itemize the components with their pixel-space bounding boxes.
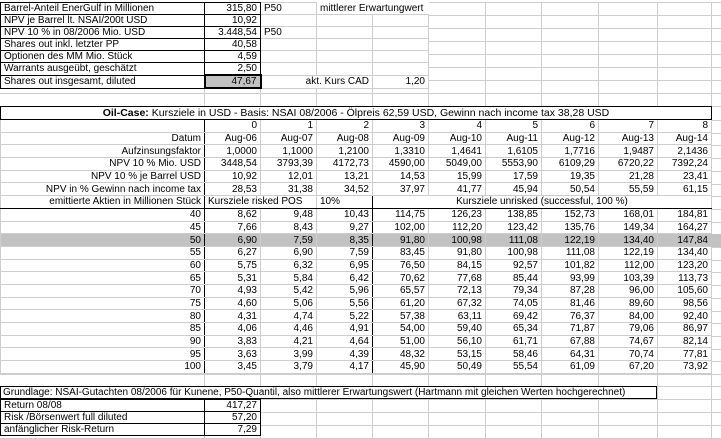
year-index-cell[interactable]: 3 bbox=[373, 120, 429, 133]
info-value-cell[interactable]: 21,28 bbox=[599, 170, 658, 183]
unrisked-target-cell[interactable]: 72,13 bbox=[429, 284, 486, 297]
risked-target-cell[interactable]: 4,21 bbox=[261, 335, 317, 348]
year-index-cell[interactable]: 7 bbox=[599, 120, 658, 133]
info-value-cell[interactable]: 1,9487 bbox=[599, 145, 658, 158]
unrisked-target-cell[interactable]: 89,60 bbox=[599, 297, 658, 310]
info-value-cell[interactable]: 45,94 bbox=[486, 183, 542, 196]
shares-count-cell[interactable]: 45 bbox=[1, 221, 205, 234]
summary-table bbox=[0, 2, 429, 89]
unrisked-target-cell[interactable]: 55,54 bbox=[486, 361, 542, 374]
footer-value-cell[interactable]: 57,20 bbox=[205, 412, 261, 424]
unrisked-target-cell[interactable]: 73,92 bbox=[658, 361, 712, 374]
risked-target-cell[interactable]: 5,31 bbox=[205, 272, 261, 285]
unrisked-target-cell[interactable]: 67,32 bbox=[429, 297, 486, 310]
unrisked-target-cell[interactable]: 79,34 bbox=[486, 284, 542, 297]
info-value-cell[interactable]: Aug-13 bbox=[599, 132, 658, 145]
info-value-cell[interactable]: 17,59 bbox=[486, 170, 542, 183]
unrisked-target-cell[interactable]: 51,00 bbox=[373, 335, 429, 348]
unrisked-target-cell[interactable]: 79,06 bbox=[599, 323, 658, 336]
unrisked-target-cell[interactable]: 61,09 bbox=[542, 361, 599, 374]
footer-row bbox=[1, 424, 261, 436]
unrisked-target-cell[interactable]: 58,46 bbox=[486, 348, 542, 361]
unrisked-target-cell[interactable]: 92,57 bbox=[486, 259, 542, 272]
info-label-cell[interactable]: NPV in % Gewinn nach income tax bbox=[1, 183, 205, 196]
unrisked-target-cell[interactable]: 86,97 bbox=[658, 323, 712, 336]
risked-target-cell[interactable]: 3,63 bbox=[205, 348, 261, 361]
unrisked-target-cell[interactable]: 134,40 bbox=[599, 234, 658, 247]
info-value-cell[interactable]: Aug-09 bbox=[373, 132, 429, 145]
shares-count-cell[interactable]: 90 bbox=[1, 335, 205, 348]
summary-label-cell[interactable]: Optionen des MM Mio. Stück bbox=[1, 51, 205, 63]
cell[interactable] bbox=[261, 39, 317, 51]
shares-count-cell[interactable]: 60 bbox=[1, 259, 205, 272]
risked-pct-cell[interactable]: 10% bbox=[317, 196, 373, 209]
cell[interactable] bbox=[317, 27, 373, 39]
risked-target-cell[interactable]: 9,48 bbox=[261, 208, 317, 221]
oil-case-title-rest: Kursziele in USD - Basis: NSAI 08/2006 - Ölpreis 62,59 USD, Gewinn nach income tax 38,28 USD bbox=[148, 107, 610, 119]
summary-row bbox=[1, 3, 429, 15]
row-50-highlight-overflow bbox=[711, 234, 721, 247]
unrisked-target-cell[interactable]: 112,20 bbox=[429, 221, 486, 234]
risked-target-cell[interactable]: 3,79 bbox=[261, 361, 317, 374]
shares-count-cell[interactable]: 70 bbox=[1, 284, 205, 297]
unrisked-target-cell[interactable]: 98,56 bbox=[658, 297, 712, 310]
cad-price-value-cell[interactable]: 1,20 bbox=[373, 75, 429, 88]
unrisked-target-cell[interactable]: 100,98 bbox=[486, 246, 542, 259]
data-row bbox=[1, 284, 712, 297]
cell[interactable] bbox=[373, 27, 429, 39]
info-value-cell[interactable]: 1,7716 bbox=[542, 145, 599, 158]
info-value-cell[interactable]: 1,6105 bbox=[486, 145, 542, 158]
summary-value-cell[interactable]: 315,80 bbox=[205, 3, 261, 15]
unrisked-target-cell[interactable]: 135,76 bbox=[542, 221, 599, 234]
unrisked-target-cell[interactable]: 122,19 bbox=[599, 246, 658, 259]
data-row bbox=[1, 208, 712, 221]
info-value-cell[interactable]: 3793,39 bbox=[261, 158, 317, 171]
risked-target-cell[interactable]: 6,27 bbox=[205, 246, 261, 259]
unrisked-target-cell[interactable]: 56,10 bbox=[429, 335, 486, 348]
year-index-cell[interactable]: 8 bbox=[658, 120, 712, 133]
unrisked-target-cell[interactable]: 91,80 bbox=[429, 246, 486, 259]
shares-count-cell[interactable]: 40 bbox=[1, 208, 205, 221]
unrisked-target-cell[interactable]: 76,37 bbox=[542, 310, 599, 323]
unrisked-target-cell[interactable]: 83,45 bbox=[373, 246, 429, 259]
summary-label-cell[interactable]: Warrants ausgeübt, geschätzt bbox=[1, 63, 205, 76]
data-row bbox=[1, 348, 712, 361]
summary-label-cell[interactable]: NPV 10 % in 08/2006 Mio. USD bbox=[1, 27, 205, 39]
summary-label-cell[interactable]: NPV je Barrel lt. NSAI/200t USD bbox=[1, 15, 205, 27]
footer-row bbox=[1, 400, 261, 412]
info-value-cell[interactable]: Aug-14 bbox=[658, 132, 712, 145]
cell[interactable] bbox=[317, 39, 373, 51]
unrisked-target-cell[interactable]: 138,85 bbox=[486, 208, 542, 221]
info-value-cell[interactable]: 19,35 bbox=[542, 170, 599, 183]
unrisked-target-cell[interactable]: 74,67 bbox=[599, 335, 658, 348]
column-number-row bbox=[1, 120, 712, 133]
unrisked-target-cell[interactable]: 69,42 bbox=[486, 310, 542, 323]
cell[interactable] bbox=[373, 15, 429, 27]
risked-target-cell[interactable]: 4,74 bbox=[261, 310, 317, 323]
note-cell[interactable]: mittlerer Erwartungwert bbox=[317, 3, 429, 15]
data-row bbox=[1, 246, 712, 259]
unrisked-target-cell[interactable]: 71,87 bbox=[542, 323, 599, 336]
info-label-cell[interactable]: Aufzinsungsfaktor bbox=[1, 145, 205, 158]
year-index-cell[interactable]: 4 bbox=[429, 120, 486, 133]
info-value-cell[interactable]: 61,15 bbox=[658, 183, 712, 196]
year-index-cell[interactable]: 2 bbox=[317, 120, 373, 133]
corner-cell[interactable] bbox=[1, 120, 205, 133]
shares-count-cell[interactable]: 100 bbox=[1, 361, 205, 374]
unrisked-target-cell[interactable]: 100,98 bbox=[429, 234, 486, 247]
summary-label-cell[interactable]: Shares out insgesamt, diluted bbox=[1, 75, 205, 88]
summary-row bbox=[1, 51, 429, 63]
unrisked-target-cell[interactable]: 77,81 bbox=[658, 348, 712, 361]
risked-target-cell[interactable]: 6,90 bbox=[261, 246, 317, 259]
risked-target-cell[interactable]: 7,59 bbox=[317, 246, 373, 259]
risked-target-cell[interactable]: 5,42 bbox=[261, 284, 317, 297]
risked-target-cell[interactable]: 5,06 bbox=[261, 297, 317, 310]
cell[interactable] bbox=[261, 63, 317, 76]
info-value-cell[interactable]: 37,97 bbox=[373, 183, 429, 196]
gridline bbox=[0, 93, 721, 94]
risked-target-cell[interactable]: 4,06 bbox=[205, 323, 261, 336]
info-value-cell[interactable]: Aug-06 bbox=[205, 132, 261, 145]
risked-target-cell[interactable]: 7,66 bbox=[205, 221, 261, 234]
cad-price-label-cell[interactable]: akt. Kurs CAD bbox=[261, 75, 373, 88]
summary-value-cell[interactable]: 40,58 bbox=[205, 39, 261, 51]
info-value-cell[interactable]: 7392,24 bbox=[658, 158, 712, 171]
unrisked-target-cell[interactable]: 77,68 bbox=[429, 272, 486, 285]
data-row bbox=[1, 361, 712, 374]
footer-label-cell[interactable]: anfänglicher Risk-Return bbox=[1, 424, 205, 436]
cell[interactable] bbox=[317, 63, 373, 76]
risked-target-cell[interactable]: 4,31 bbox=[205, 310, 261, 323]
summary-row bbox=[1, 15, 429, 27]
unrisked-target-cell[interactable]: 59,40 bbox=[429, 323, 486, 336]
unrisked-target-cell[interactable]: 61,71 bbox=[486, 335, 542, 348]
p50-cell[interactable]: P50 bbox=[261, 3, 317, 15]
summary-value-cell[interactable]: 10,92 bbox=[205, 15, 261, 27]
year-index-cell[interactable]: 6 bbox=[542, 120, 599, 133]
summary-row bbox=[1, 39, 429, 51]
risked-target-cell[interactable]: 5,22 bbox=[317, 310, 373, 323]
info-value-cell[interactable]: Aug-07 bbox=[261, 132, 317, 145]
risked-target-cell[interactable]: 4,60 bbox=[205, 297, 261, 310]
cell[interactable] bbox=[317, 51, 373, 63]
info-value-cell[interactable]: 4590,00 bbox=[373, 158, 429, 171]
summary-row bbox=[1, 27, 429, 39]
shares-count-cell[interactable]: 50 bbox=[1, 234, 205, 247]
oil-case-title-cell[interactable] bbox=[1, 107, 712, 120]
unrisked-target-cell[interactable]: 122,19 bbox=[542, 234, 599, 247]
info-value-cell[interactable]: 14,53 bbox=[373, 170, 429, 183]
summary-value-cell[interactable]: 4,59 bbox=[205, 51, 261, 63]
unrisked-target-cell[interactable]: 101,82 bbox=[542, 259, 599, 272]
info-label-cell[interactable]: NPV 10 % je Barrel USD bbox=[1, 170, 205, 183]
unrisked-target-cell[interactable]: 63,11 bbox=[429, 310, 486, 323]
unrisked-target-cell[interactable]: 84,15 bbox=[429, 259, 486, 272]
oil-case-title-row bbox=[1, 107, 712, 120]
unrisked-target-cell[interactable]: 45,90 bbox=[373, 361, 429, 374]
risked-target-cell[interactable]: 4,17 bbox=[317, 361, 373, 374]
footer-value-cell[interactable]: 7,29 bbox=[205, 424, 261, 436]
unrisked-target-cell[interactable]: 112,00 bbox=[599, 259, 658, 272]
risked-target-cell[interactable]: 6,32 bbox=[261, 259, 317, 272]
summary-value-cell[interactable]: 47,67 bbox=[205, 75, 261, 88]
shares-count-cell[interactable]: 75 bbox=[1, 297, 205, 310]
unrisked-target-cell[interactable]: 74,05 bbox=[486, 297, 542, 310]
unrisked-target-cell[interactable]: 67,88 bbox=[542, 335, 599, 348]
info-value-cell[interactable]: 28,53 bbox=[205, 183, 261, 196]
unrisked-target-cell[interactable]: 111,08 bbox=[486, 234, 542, 247]
info-value-cell[interactable]: 34,52 bbox=[317, 183, 373, 196]
cell[interactable] bbox=[373, 51, 429, 63]
shares-count-cell[interactable]: 85 bbox=[1, 323, 205, 336]
footer-table bbox=[0, 399, 261, 436]
unrisked-target-cell[interactable]: 103,39 bbox=[599, 272, 658, 285]
risked-target-cell[interactable]: 8,43 bbox=[261, 221, 317, 234]
risked-target-cell[interactable]: 4,46 bbox=[261, 323, 317, 336]
info-value-cell[interactable]: 10,92 bbox=[205, 170, 261, 183]
unrisked-target-cell[interactable]: 65,34 bbox=[486, 323, 542, 336]
risked-target-cell[interactable]: 8,35 bbox=[317, 234, 373, 247]
info-value-cell[interactable]: 1,2100 bbox=[317, 145, 373, 158]
shares-count-cell[interactable]: 55 bbox=[1, 246, 205, 259]
unrisked-target-cell[interactable]: 96,00 bbox=[599, 284, 658, 297]
oil-case-table bbox=[0, 106, 712, 374]
info-value-cell[interactable]: 1,0000 bbox=[205, 145, 261, 158]
info-value-cell[interactable]: 13,21 bbox=[317, 170, 373, 183]
info-row bbox=[1, 145, 712, 158]
cell[interactable] bbox=[317, 15, 373, 27]
risked-target-cell[interactable]: 3,83 bbox=[205, 335, 261, 348]
shares-count-cell[interactable]: 65 bbox=[1, 272, 205, 285]
info-value-cell[interactable]: Aug-10 bbox=[429, 132, 486, 145]
unrisked-target-cell[interactable]: 105,60 bbox=[658, 284, 712, 297]
info-value-cell[interactable]: 15,99 bbox=[429, 170, 486, 183]
data-row bbox=[1, 259, 712, 272]
unrisked-target-cell[interactable]: 61,20 bbox=[373, 297, 429, 310]
info-value-cell[interactable]: 1,4641 bbox=[429, 145, 486, 158]
unrisked-target-cell[interactable]: 76,50 bbox=[373, 259, 429, 272]
data-row bbox=[1, 310, 712, 323]
footer-row bbox=[1, 412, 261, 424]
data-row bbox=[1, 297, 712, 310]
info-value-cell[interactable]: 5049,00 bbox=[429, 158, 486, 171]
summary-label-cell[interactable]: Barrel-Anteil EnerGulf in Millionen bbox=[1, 3, 205, 15]
info-value-cell[interactable]: 31,38 bbox=[261, 183, 317, 196]
data-row bbox=[1, 323, 712, 336]
unrisked-target-cell[interactable]: 57,38 bbox=[373, 310, 429, 323]
unrisked-target-cell[interactable]: 149,34 bbox=[599, 221, 658, 234]
unrisked-target-cell[interactable]: 164,27 bbox=[658, 221, 712, 234]
unrisked-target-cell[interactable]: 54,00 bbox=[373, 323, 429, 336]
unrisked-target-cell[interactable]: 65,57 bbox=[373, 284, 429, 297]
shares-header-cell[interactable]: emittierte Aktien in Millionen Stück bbox=[1, 196, 205, 209]
info-value-cell[interactable]: 12,01 bbox=[261, 170, 317, 183]
data-row bbox=[1, 221, 712, 234]
unrisked-target-cell[interactable]: 84,00 bbox=[599, 310, 658, 323]
info-value-cell[interactable]: 1,3310 bbox=[373, 145, 429, 158]
unrisked-target-cell[interactable]: 184,81 bbox=[658, 208, 712, 221]
year-index-cell[interactable]: 1 bbox=[261, 120, 317, 133]
unrisked-target-cell[interactable]: 50,49 bbox=[429, 361, 486, 374]
unrisked-target-cell[interactable]: 92,40 bbox=[658, 310, 712, 323]
unrisked-header-cell[interactable]: Kursziele unrisked (successful, 100 %) bbox=[373, 196, 712, 209]
risked-target-cell[interactable]: 3,45 bbox=[205, 361, 261, 374]
data-row bbox=[1, 335, 712, 348]
risked-target-cell[interactable]: 5,96 bbox=[317, 284, 373, 297]
risked-header-cell[interactable]: Kursziele risked POS bbox=[205, 196, 317, 209]
risked-target-cell[interactable]: 4,91 bbox=[317, 323, 373, 336]
summary-value-cell[interactable]: 3.448,54 bbox=[205, 27, 261, 39]
info-value-cell[interactable]: 23,41 bbox=[658, 170, 712, 183]
p50-cell[interactable]: P50 bbox=[261, 27, 317, 39]
unrisked-target-cell[interactable]: 123,20 bbox=[658, 259, 712, 272]
gridline bbox=[0, 374, 721, 375]
cell[interactable] bbox=[373, 63, 429, 76]
info-row bbox=[1, 183, 712, 196]
risked-target-cell[interactable]: 6,90 bbox=[205, 234, 261, 247]
shares-count-cell[interactable]: 95 bbox=[1, 348, 205, 361]
info-row bbox=[1, 158, 712, 171]
info-value-cell[interactable]: Aug-12 bbox=[542, 132, 599, 145]
footnote-cell[interactable]: Grundlage: NSAI-Gutachten 08/2006 für Kunene, P50-Quantil, also mittlerer Erwartungswert (Hartmann mit gleichen Werten hochgerechnet) bbox=[0, 386, 657, 399]
risked-target-cell[interactable]: 8,62 bbox=[205, 208, 261, 221]
unrisked-target-cell[interactable]: 53,15 bbox=[429, 348, 486, 361]
info-value-cell[interactable]: 5553,90 bbox=[486, 158, 542, 171]
cell[interactable] bbox=[261, 51, 317, 63]
info-row bbox=[1, 132, 712, 145]
risked-target-cell[interactable]: 3,99 bbox=[261, 348, 317, 361]
unrisked-target-cell[interactable]: 113,73 bbox=[658, 272, 712, 285]
unrisked-target-cell[interactable]: 147,84 bbox=[658, 234, 712, 247]
unrisked-target-cell[interactable]: 70,74 bbox=[599, 348, 658, 361]
info-value-cell[interactable]: 4172,73 bbox=[317, 158, 373, 171]
unrisked-target-cell[interactable]: 87,28 bbox=[542, 284, 599, 297]
unrisked-target-cell[interactable]: 85,44 bbox=[486, 272, 542, 285]
risked-target-cell[interactable]: 5,75 bbox=[205, 259, 261, 272]
oil-case-title-bold: Oil-Case: bbox=[102, 107, 149, 119]
info-value-cell[interactable]: 55,59 bbox=[599, 183, 658, 196]
unrisked-target-cell[interactable]: 114,75 bbox=[373, 208, 429, 221]
risked-target-cell[interactable]: 4,64 bbox=[317, 335, 373, 348]
unrisked-target-cell[interactable]: 126,23 bbox=[429, 208, 486, 221]
section-header-row bbox=[1, 196, 712, 209]
info-label-cell[interactable]: Datum bbox=[1, 132, 205, 145]
info-value-cell[interactable]: 50,54 bbox=[542, 183, 599, 196]
unrisked-target-cell[interactable]: 152,73 bbox=[542, 208, 599, 221]
info-value-cell[interactable]: 6109,29 bbox=[542, 158, 599, 171]
risked-target-cell[interactable]: 6,42 bbox=[317, 272, 373, 285]
risked-target-cell[interactable]: 4,93 bbox=[205, 284, 261, 297]
summary-row bbox=[1, 63, 429, 76]
info-value-cell[interactable]: 41,77 bbox=[429, 183, 486, 196]
risked-target-cell[interactable]: 6,95 bbox=[317, 259, 373, 272]
risked-target-cell[interactable]: 5,56 bbox=[317, 297, 373, 310]
unrisked-target-cell[interactable]: 111,08 bbox=[542, 246, 599, 259]
shares-count-cell[interactable]: 80 bbox=[1, 310, 205, 323]
year-index-cell[interactable]: 5 bbox=[486, 120, 542, 133]
cell[interactable] bbox=[373, 39, 429, 51]
unrisked-target-cell[interactable]: 168,01 bbox=[599, 208, 658, 221]
risked-target-cell[interactable]: 7,59 bbox=[261, 234, 317, 247]
unrisked-target-cell[interactable]: 91,80 bbox=[373, 234, 429, 247]
unrisked-target-cell[interactable]: 102,00 bbox=[373, 221, 429, 234]
unrisked-target-cell[interactable]: 70,62 bbox=[373, 272, 429, 285]
info-value-cell[interactable]: 3448,54 bbox=[205, 158, 261, 171]
unrisked-target-cell[interactable]: 82,14 bbox=[658, 335, 712, 348]
info-value-cell[interactable]: 1,1000 bbox=[261, 145, 317, 158]
summary-row bbox=[1, 75, 429, 88]
risked-target-cell[interactable]: 5,84 bbox=[261, 272, 317, 285]
data-row bbox=[1, 234, 712, 247]
year-index-cell[interactable]: 0 bbox=[205, 120, 261, 133]
info-value-cell[interactable]: Aug-11 bbox=[486, 132, 542, 145]
unrisked-target-cell[interactable]: 64,31 bbox=[542, 348, 599, 361]
summary-value-cell[interactable]: 2,50 bbox=[205, 63, 261, 76]
info-row bbox=[1, 170, 712, 183]
info-value-cell[interactable]: 2,1436 bbox=[658, 145, 712, 158]
summary-label-cell[interactable]: Shares out inkl. letzter PP bbox=[1, 39, 205, 51]
footer-label-cell[interactable]: Risk /Börsenwert full diluted bbox=[1, 412, 205, 424]
footer-value-cell[interactable]: 417,27 bbox=[205, 400, 261, 412]
unrisked-target-cell[interactable]: 48,32 bbox=[373, 348, 429, 361]
cell[interactable] bbox=[261, 15, 317, 27]
info-value-cell[interactable]: 6720,22 bbox=[599, 158, 658, 171]
risked-target-cell[interactable]: 4,39 bbox=[317, 348, 373, 361]
unrisked-target-cell[interactable]: 67,20 bbox=[599, 361, 658, 374]
risked-target-cell[interactable]: 9,27 bbox=[317, 221, 373, 234]
data-row bbox=[1, 272, 712, 285]
unrisked-target-cell[interactable]: 123,42 bbox=[486, 221, 542, 234]
unrisked-target-cell[interactable]: 81,46 bbox=[542, 297, 599, 310]
risked-target-cell[interactable]: 10,43 bbox=[317, 208, 373, 221]
info-label-cell[interactable]: NPV 10 % Mio. USD bbox=[1, 158, 205, 171]
footer-label-cell[interactable]: Return 08/08 bbox=[1, 400, 205, 412]
unrisked-target-cell[interactable]: 134,40 bbox=[658, 246, 712, 259]
unrisked-target-cell[interactable]: 93,99 bbox=[542, 272, 599, 285]
info-value-cell[interactable]: Aug-08 bbox=[317, 132, 373, 145]
